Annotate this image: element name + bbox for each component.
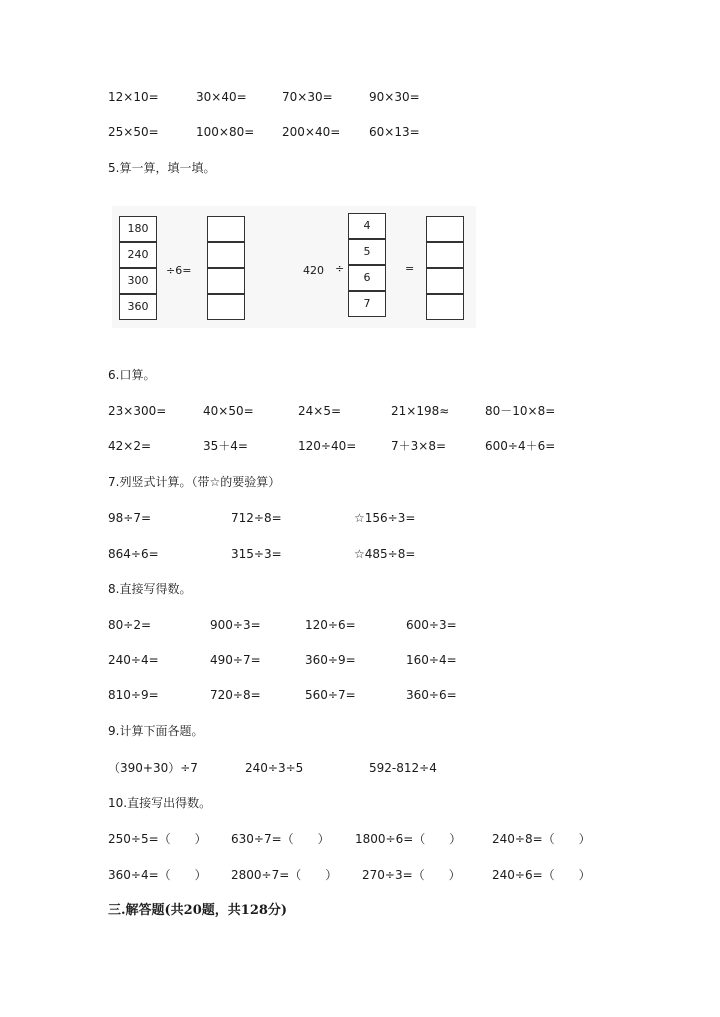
q8-row-3 (0, 686, 720, 704)
q5-right-divisor-box: 4 (348, 213, 386, 239)
q6-row-1 (0, 402, 720, 420)
q5-title: 5.算一算，填一填。 (108, 161, 216, 175)
q7-row-2 (0, 545, 720, 563)
q4-expression: 60×13= (369, 125, 420, 139)
q9-expression: 240÷3÷5 (245, 761, 304, 775)
q9-expression: （390+30）÷7 (108, 761, 198, 775)
q9-title: 9.计算下面各题。 (108, 724, 204, 738)
q10-expression: 360÷4=（ ） (108, 868, 207, 882)
q5-left-number-box: 240 (119, 242, 157, 268)
q8-expression: 80÷2= (108, 618, 152, 632)
q6-expression: 7＋3×8= (391, 439, 447, 453)
q6-expression: 21×198≈ (391, 404, 450, 418)
q6-expression: 24×5= (298, 404, 342, 418)
q8-expression: 360÷9= (305, 653, 356, 667)
q5-left-operator: ÷6= (166, 264, 192, 277)
q6-expression: 40×50= (203, 404, 254, 418)
q10-row-1 (0, 830, 720, 848)
q8-expression: 160÷4= (406, 653, 457, 667)
q5-left-number-box: 180 (119, 216, 157, 242)
q8-expression: 490÷7= (210, 653, 261, 667)
q8-expression: 810÷9= (108, 688, 159, 702)
q10-expression: 240÷6=（ ） (492, 868, 591, 882)
q6-expression: 120÷40= (298, 439, 357, 453)
q8-row-1 (0, 616, 720, 634)
q5-right-dividend: 420 (303, 264, 324, 277)
q8-expression: 900÷3= (210, 618, 261, 632)
q8-expression: 720÷8= (210, 688, 261, 702)
q6-expression: 23×300= (108, 404, 167, 418)
section-3-title: 三.解答题(共20题，共128分) (108, 903, 288, 918)
q10-row-2 (0, 866, 720, 884)
q9-row (0, 759, 720, 777)
q5-left-answer-box (207, 216, 245, 242)
q5-right-operator: ÷ (335, 262, 345, 275)
q10-expression: 630÷7=（ ） (231, 832, 330, 846)
q5-left-answer-box (207, 294, 245, 320)
q8-expression: 120÷6= (305, 618, 356, 632)
q8-expression: 600÷3= (406, 618, 457, 632)
q7-row-1 (0, 509, 720, 527)
q5-right-divisor-box: 6 (348, 265, 386, 291)
q10-expression: 2800÷7=（ ） (231, 868, 338, 882)
q6-expression: 600÷4＋6= (485, 439, 556, 453)
q7-expression: 315÷3= (231, 547, 282, 561)
q5-left-answer-box (207, 242, 245, 268)
q5-right-answer-box (426, 242, 464, 268)
q5-right-answer-box (426, 268, 464, 294)
q8-expression: 560÷7= (305, 688, 356, 702)
q8-row-2 (0, 651, 720, 669)
q7-expression: 98÷7= (108, 511, 152, 525)
q8-title: 8.直接写得数。 (108, 582, 192, 596)
q5-right-divisor-box: 5 (348, 239, 386, 265)
q10-expression: 240÷8=（ ） (492, 832, 591, 846)
q5-equals: = (405, 262, 415, 275)
q5-figure (112, 206, 476, 328)
q10-expression: 250÷5=（ ） (108, 832, 207, 846)
q6-expression: 80－10×8= (485, 404, 556, 418)
q7-expression: ☆156÷3= (354, 511, 416, 525)
q4-expression: 25×50= (108, 125, 159, 139)
q6-title: 6.口算。 (108, 368, 156, 382)
q4-expression: 30×40= (196, 90, 247, 104)
q4-expression: 90×30= (369, 90, 420, 104)
q4-row-1 (0, 88, 720, 106)
q7-expression: 864÷6= (108, 547, 159, 561)
q5-left-number-box: 360 (119, 294, 157, 320)
q4-expression: 12×10= (108, 90, 159, 104)
q5-left-answer-box (207, 268, 245, 294)
q6-expression: 35＋4= (203, 439, 248, 453)
q4-row-2 (0, 123, 720, 141)
q7-expression: 712÷8= (231, 511, 282, 525)
q5-left-number-box: 300 (119, 268, 157, 294)
q10-title: 10.直接写出得数。 (108, 796, 212, 810)
q8-expression: 240÷4= (108, 653, 159, 667)
q6-row-2 (0, 437, 720, 455)
q4-expression: 200×40= (282, 125, 341, 139)
q4-expression: 70×30= (282, 90, 333, 104)
q5-right-answer-box (426, 294, 464, 320)
q10-expression: 1800÷6=（ ） (355, 832, 462, 846)
q6-expression: 42×2= (108, 439, 152, 453)
q10-expression: 270÷3=（ ） (362, 868, 461, 882)
q7-expression: ☆485÷8= (354, 547, 416, 561)
q9-expression: 592-812÷4 (369, 761, 437, 775)
q8-expression: 360÷6= (406, 688, 457, 702)
q7-title: 7.列竖式计算。（带☆的要验算） (108, 475, 281, 489)
q5-right-divisor-box: 7 (348, 291, 386, 317)
q5-right-answer-box (426, 216, 464, 242)
q4-expression: 100×80= (196, 125, 255, 139)
